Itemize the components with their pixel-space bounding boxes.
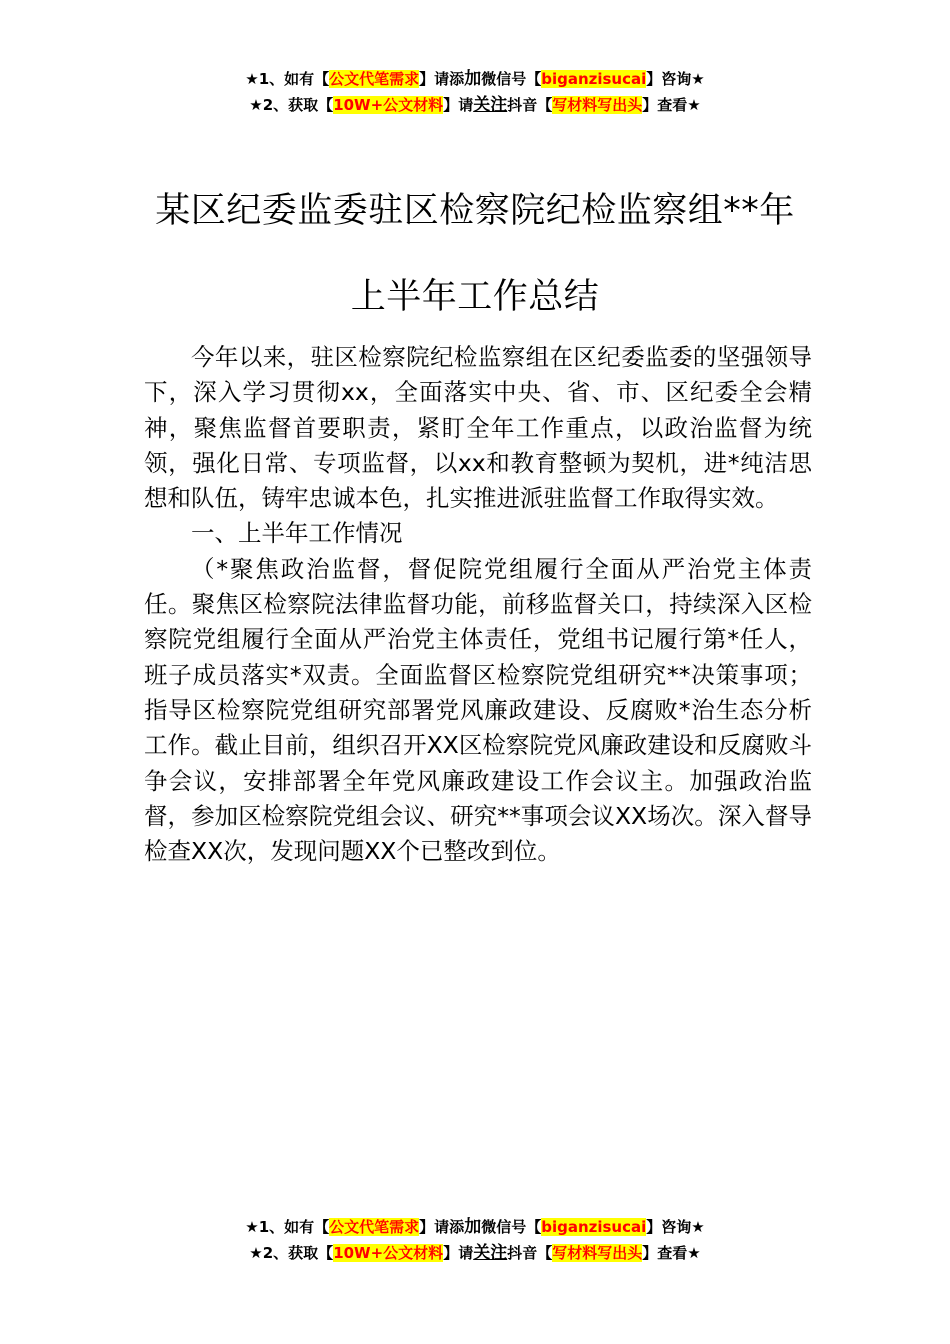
- banner-text: ★1、如有【: [245, 70, 330, 88]
- highlight-wechat-id: biganzisucai: [541, 70, 647, 88]
- banner-text: 】请: [443, 96, 474, 114]
- banner-text: ★2、获取【: [249, 1244, 334, 1262]
- banner-text: ★1、如有【: [245, 1218, 330, 1236]
- banner-text: 微信号【: [481, 70, 542, 88]
- banner-text: 】咨询★: [646, 70, 705, 88]
- banner-text: ★2、获取【: [249, 96, 334, 114]
- highlight-materials: 10W+公文材料: [333, 1244, 444, 1262]
- title-line-2: 上半年工作总结: [350, 277, 600, 317]
- document-body: [144, 340, 812, 869]
- header-banner: [0, 66, 950, 118]
- banner-text: 关注: [473, 95, 508, 115]
- banner-text: 关注: [473, 1243, 508, 1263]
- banner-line-2: [0, 92, 950, 118]
- footer-banner: [0, 1214, 950, 1266]
- banner-text: 抖音【: [507, 96, 553, 114]
- banner-text: 抖音【: [507, 1244, 553, 1262]
- highlight-materials: 10W+公文材料: [333, 96, 444, 114]
- banner-text: 微信号【: [481, 1218, 542, 1236]
- banner-line-1: [0, 1214, 950, 1240]
- highlight-douyin-id: 写材料写出头: [552, 1244, 643, 1262]
- banner-line-1: [0, 66, 950, 92]
- paragraph-political-supervision: （*聚焦政治监督，督促院党组履行全面从严治党主体责任。聚焦区检察院法律监督功能，前移监督关口，持续深入区检察院党组履行全面从严治党主体责任，党组书记履行第*任人，班子成员落实*双责。全面监督区检察院党组研究**决策事项；指导区检察院党组研究部署党风廉政建设、反腐败*治生态分析工作。截止目前，组织召开XX区检察院党风廉政建设和反腐败斗争会议，安排部署全年党风廉政建设工作会议主。加强政治监督，参加区检察院党组会议、研究**事项会议XX场次。深入督导检查XX次，发现问题XX个已整改到位。: [144, 554, 812, 866]
- document-title: [0, 168, 950, 340]
- banner-text: 】请添: [419, 70, 465, 88]
- highlight-wechat-id: biganzisucai: [541, 1218, 647, 1236]
- banner-line-2: [0, 1240, 950, 1266]
- banner-text: 加: [464, 69, 482, 89]
- banner-text: 】查看★: [642, 1244, 701, 1262]
- banner-text: 加: [464, 1217, 482, 1237]
- banner-text: 】查看★: [642, 96, 701, 114]
- highlight-douyin-id: 写材料写出头: [552, 96, 643, 114]
- banner-text: 】请添: [419, 1218, 465, 1236]
- banner-text: 】咨询★: [646, 1218, 705, 1236]
- title-line-1: 某区纪委监委驻区检察院纪检监察组**年: [155, 191, 795, 231]
- section-heading: 一、上半年工作情况: [191, 519, 403, 548]
- highlight-service: 公文代笔需求: [329, 70, 420, 88]
- banner-text: 】请: [443, 1244, 474, 1262]
- highlight-service: 公文代笔需求: [329, 1218, 420, 1236]
- paragraph-intro: 今年以来，驻区检察院纪检监察组在区纪委监委的坚强领导下，深入学习贯彻xx，全面落实中央、省、市、区纪委全会精神，聚焦监督首要职责，紧盯全年工作重点，以政治监督为统领，强化日常、专项监督，以xx和教育整顿为契机，进*纯洁思想和队伍，铸牢忠诚本色，扎实推进派驻监督工作取得实效。: [144, 343, 812, 513]
